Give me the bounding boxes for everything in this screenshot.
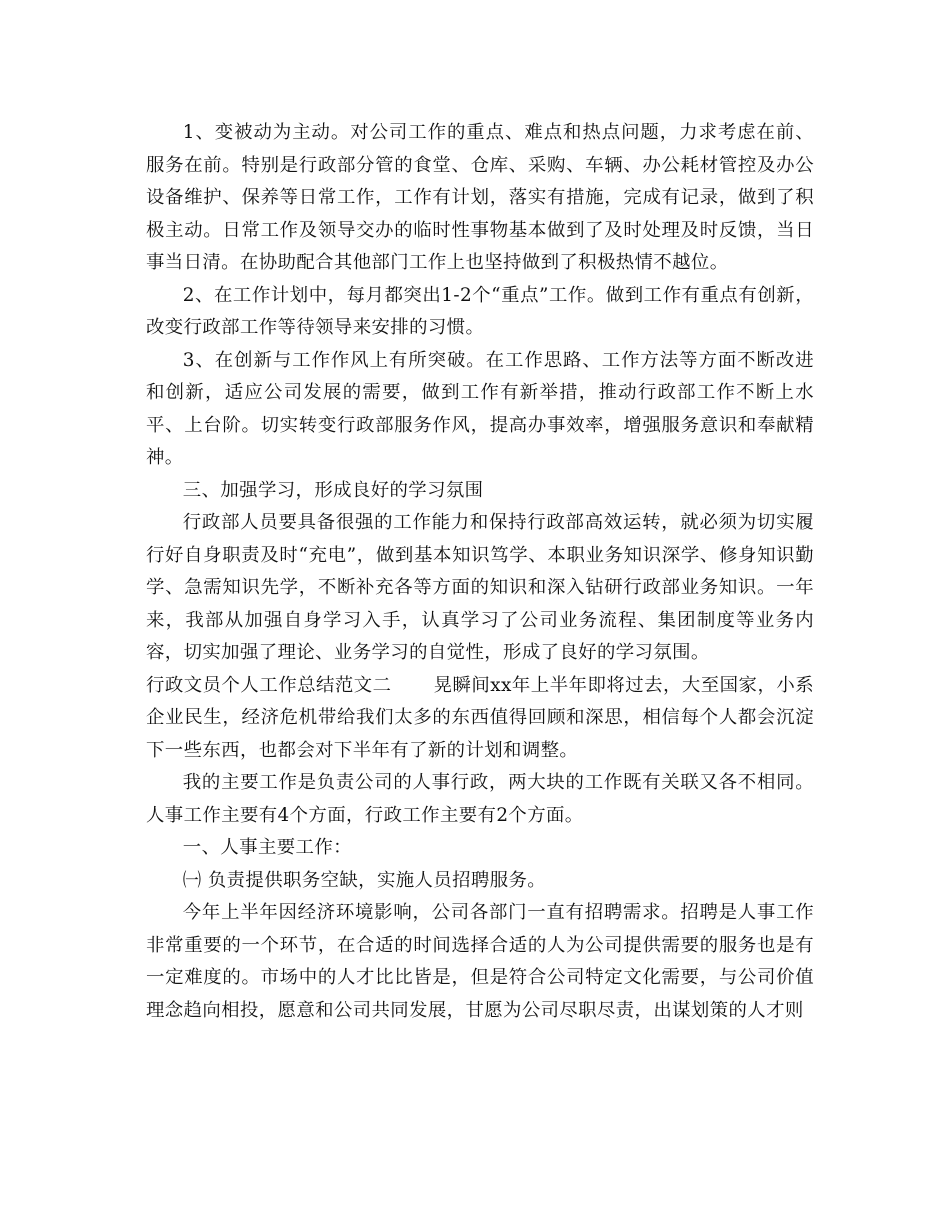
paragraph-innovation-work-style: 3、在创新与工作作风上有所突破。在工作思路、工作方法等方面不断改进和创新，适应公司发展的需要，做到工作有新举措，推动行政部工作不断上水平、上台阶。切实转变行政部服务作风，提高办事效率，增强服务意识和奉献精神。: [146, 349, 814, 468]
paragraph-learning-atmosphere: 行政部人员要具备很强的工作能力和保持行政部高效运转，就必须为切实履行好自身职责及时“充电”，做到基本知识笃学、本职业务知识深学、修身知识勤学、急需知识先学，不断补充各等方面的知识和深入钻研行政部业务知识。一年来，我部从加强自身学习入手，认真学习了公司业务流程、集团制度等业务内容，切实加强了理论、业务学习的自觉性，形成了良好的学习氛围。: [146, 512, 814, 663]
heading-recruitment-service: ㈠ 负责提供职务空缺，实施人员招聘服务。: [182, 869, 547, 891]
heading-personnel-work: 一、人事主要工作：: [182, 837, 352, 858]
paragraph-monthly-key-work: 2、在工作计划中，每月都突出1-2个“重点”工作。做到工作有重点有创新，改变行政部工作等待领导来安排的习惯。: [146, 284, 814, 338]
paragraph-main-work: 我的主要工作是负责公司的人事行政，两大块的工作既有关联又各不相同。人事工作主要有4个方面，行政工作主要有2个方面。: [146, 772, 814, 826]
document-body: [146, 117, 814, 1027]
section-intro: 晃瞬间xx年上半年即将过去，大至国家，小系企业民生，经济危机带给我们太多的东西值得回顾和深思，相信每个人都会沉淀下一些东西，也都会对下半年有了新的计划和调整。: [146, 674, 815, 761]
section-title: 行政文员个人工作总结范文二: [146, 674, 392, 696]
paragraph-recruitment-needs: 今年上半年因经济环境影响，公司各部门一直有招聘需求。招聘是人事工作非常重要的一个环节，在合适的时间选择合适的人为公司提供需要的服务也是有一定难度的。市场中的人才比比皆是，但是符合公司特定文化需要，与公司价值理念趋向相投，愿意和公司共同发展，甘愿为公司尽职尽责，出谋划策的人才则: [146, 902, 814, 1021]
section-two-paragraph: [146, 670, 814, 768]
paragraph-change-passive-to-active: 1、变被动为主动。对公司工作的重点、难点和热点问题，力求考虑在前、服务在前。特别是行政部分管的食堂、仓库、采购、车辆、办公耗材管控及办公设备维护、保养等日常工作，工作有计划，落实有措施，完成有记录，做到了积极主动。日常工作及领导交办的临时性事物基本做到了及时处理及时反馈，当日事当日清。在协助配合其他部门工作上也坚持做到了积极热情不越位。: [146, 122, 814, 273]
heading-strengthen-learning: 三、加强学习，形成良好的学习氛围: [182, 479, 484, 501]
